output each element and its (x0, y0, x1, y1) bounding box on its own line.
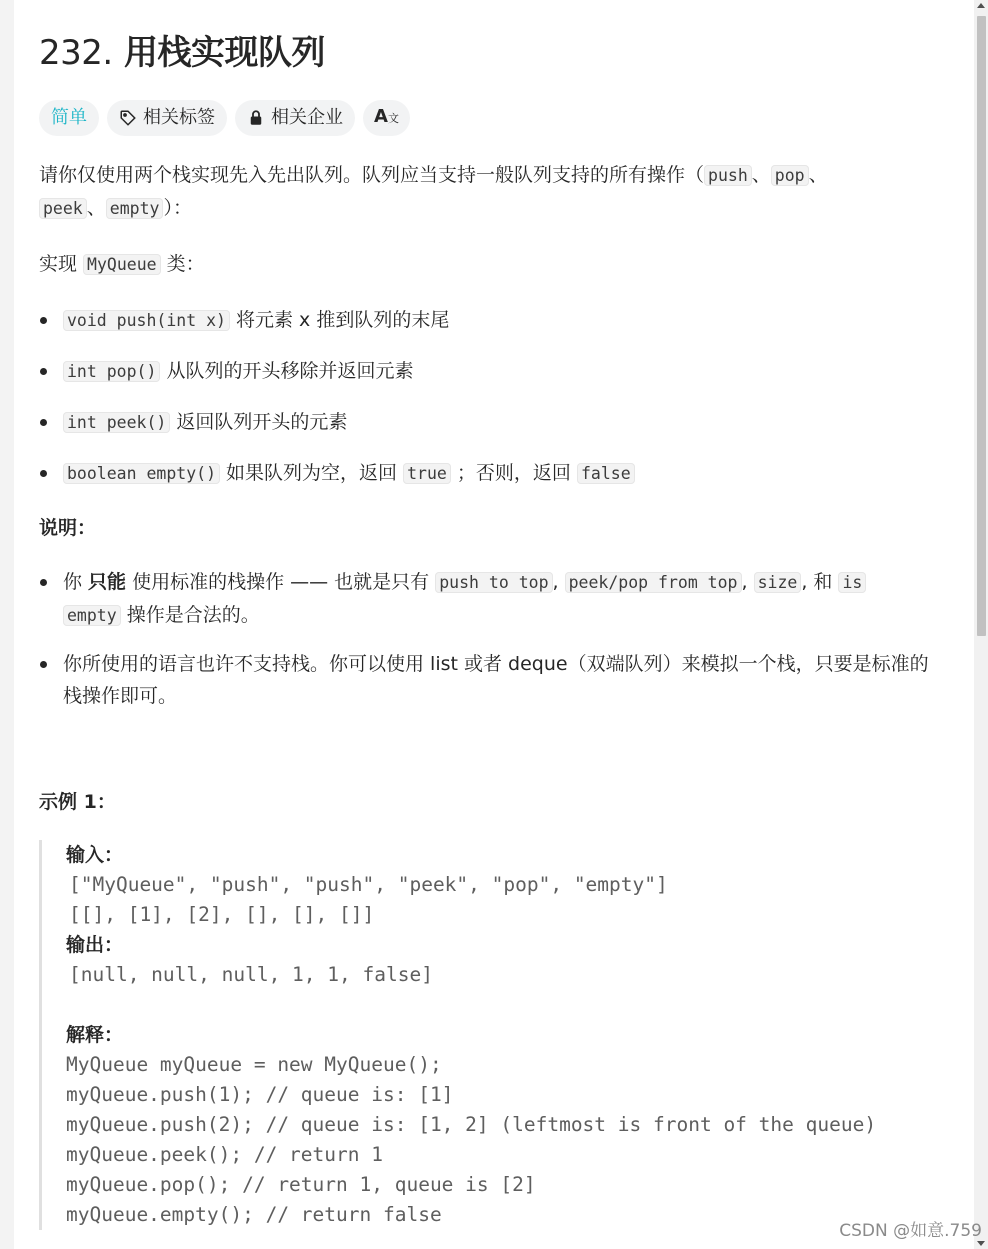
implement-paragraph: 实现 MyQueue 类： (39, 253, 205, 275)
problem-description (39, 28, 944, 712)
scrollbar-thumb[interactable] (977, 16, 986, 636)
difficulty-label: 简单 (51, 107, 87, 128)
explain-line: myQueue.pop(); // return 1, queue is [2] (66, 1173, 536, 1196)
tag-icon (119, 109, 137, 127)
code-empty: empty (106, 198, 164, 219)
code-push: push (704, 165, 752, 186)
difficulty-badge[interactable] (39, 100, 99, 136)
translate-icon: A文 (374, 106, 399, 127)
method-list (39, 304, 944, 490)
example-block (39, 840, 947, 1230)
explain-line: MyQueue myQueue = new MyQueue(); (66, 1053, 442, 1076)
notes-heading: 说明： (39, 517, 97, 539)
code-peek: peek (39, 198, 87, 219)
list-item: int peek() 返回队列开头的元素 (39, 406, 944, 439)
explain-label: 解释： (66, 1024, 124, 1046)
code-myqueue: MyQueue (83, 254, 161, 275)
scroll-down-arrow-icon[interactable] (977, 1241, 985, 1246)
watermark: CSDN @如意.759 (839, 1221, 982, 1241)
page-title (39, 28, 944, 78)
related-companies-label: 相关企业 (271, 107, 343, 128)
code-pop: pop (771, 165, 809, 186)
left-margin (0, 0, 14, 1249)
list-item: 你所使用的语言也许不支持栈。你可以使用 list 或者 deque（双端队列）来模拟一个栈，只要是标准的栈操作即可。 (39, 648, 944, 712)
explain-line: myQueue.empty(); // return false (66, 1203, 442, 1226)
problem-number: 232. (39, 33, 113, 73)
tag-bar (39, 100, 944, 136)
list-item: 你 只能 使用标准的栈操作 —— 也就是只有 push to top , peek/pop from top , size , 和 is empty 操作是合法的。 (39, 566, 944, 632)
input-line: ["MyQueue", "push", "push", "peek", "pop", "empty"] (69, 873, 668, 896)
vertical-scrollbar[interactable] (974, 0, 988, 1249)
explain-line: myQueue.push(1); // queue is: [1] (66, 1083, 454, 1106)
output-line: [null, null, null, 1, 1, false] (69, 963, 433, 986)
input-label: 输入： (66, 844, 124, 866)
translate-button[interactable] (363, 100, 410, 136)
list-item: void push(int x) 将元素 x 推到队列的末尾 (39, 304, 944, 337)
lock-icon (247, 109, 265, 127)
related-companies-button[interactable] (235, 100, 355, 136)
explain-line: myQueue.push(2); // queue is: [1, 2] (leftmost is front of the queue) (66, 1113, 877, 1136)
problem-title: 用栈实现队列 (124, 33, 326, 73)
related-tags-label: 相关标签 (143, 107, 215, 128)
input-line: [[], [1], [2], [], [], []] (69, 903, 375, 926)
intro-paragraph: 请你仅使用两个栈实现先入先出队列。队列应当支持一般队列支持的所有操作（ push 、 pop 、 peek 、 empty ）： (39, 164, 828, 219)
output-label: 输出： (66, 934, 124, 956)
scroll-up-arrow-icon[interactable] (977, 3, 985, 8)
list-item: int pop() 从队列的开头移除并返回元素 (39, 355, 944, 388)
related-tags-button[interactable] (107, 100, 227, 136)
list-item: boolean empty() 如果队列为空，返回 true ；否则，返回 false (39, 457, 944, 490)
notes-list (39, 566, 944, 712)
explain-line: myQueue.peek(); // return 1 (66, 1143, 383, 1166)
example-heading: 示例 1： (39, 791, 116, 813)
